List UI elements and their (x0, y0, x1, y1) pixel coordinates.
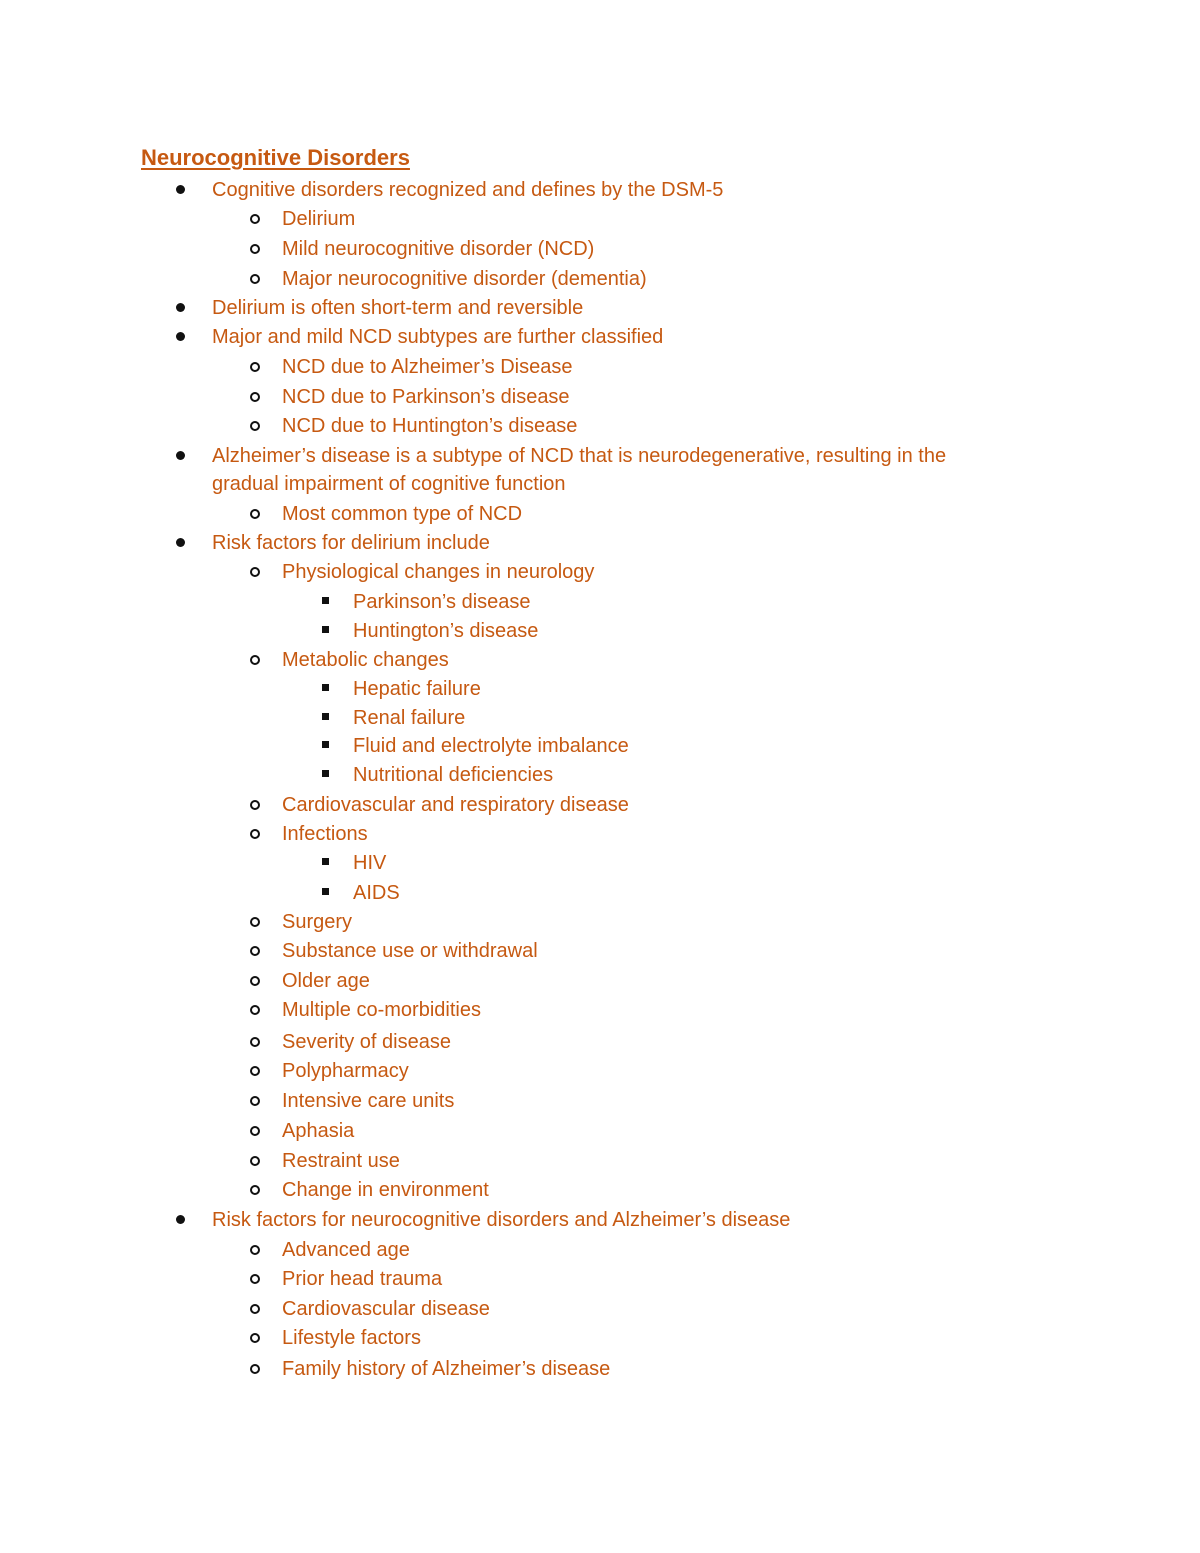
list-item (282, 821, 368, 847)
list-item-text: Intensive care units (282, 1090, 455, 1112)
bullet-circle-icon (250, 392, 260, 402)
list-item-text: Risk factors for neurocognitive disorders and Alzheimer’s disease (212, 1209, 791, 1231)
bullet-circle-icon (250, 1274, 260, 1284)
list-item (282, 1177, 489, 1203)
list-item-text: Restraint use (282, 1150, 400, 1172)
list-item-text: Mild neurocognitive disorder (NCD) (282, 238, 595, 260)
list-item-text: Severity of disease (282, 1031, 451, 1053)
list-item (282, 1058, 409, 1084)
list-item (282, 1237, 410, 1263)
list-item (282, 1325, 421, 1351)
bullet-circle-icon (250, 214, 260, 224)
list-item-text: Delirium (282, 208, 356, 230)
list-item (353, 850, 386, 876)
list-item-text: Lifestyle factors (282, 1327, 421, 1349)
bullet-circle-icon (250, 800, 260, 810)
list-item (282, 909, 352, 935)
list-item-text: Cardiovascular and respiratory disease (282, 794, 629, 816)
bullet-disc-icon (176, 332, 185, 341)
bullet-circle-icon (250, 976, 260, 986)
list-item-text: Delirium is often short-term and reversible (212, 297, 584, 319)
bullet-circle-icon (250, 829, 260, 839)
list-item (282, 968, 370, 994)
list-item (282, 266, 647, 292)
list-item-text: Cognitive disorders recognized and defines by the DSM-5 (212, 179, 724, 201)
list-item (282, 354, 573, 380)
bullet-square-icon (322, 741, 329, 748)
bullet-circle-icon (250, 1156, 260, 1166)
list-item (282, 938, 538, 964)
list-item (212, 530, 490, 556)
list-item (282, 1266, 442, 1292)
document-title: Neurocognitive Disorders (141, 145, 410, 170)
list-item (353, 589, 531, 615)
list-item (282, 1296, 490, 1322)
bullet-square-icon (322, 713, 329, 720)
list-item-text: Prior head trauma (282, 1268, 443, 1290)
bullet-disc-icon (176, 185, 185, 194)
list-item (353, 880, 400, 906)
list-item-text: gradual impairment of cognitive function (212, 473, 566, 495)
bullet-square-icon (322, 858, 329, 865)
list-item (212, 177, 723, 203)
bullet-disc-icon (176, 303, 185, 312)
bullet-square-icon (322, 888, 329, 895)
list-item-text: AIDS (353, 882, 400, 904)
bullet-circle-icon (250, 917, 260, 927)
list-item-text: Surgery (282, 911, 353, 933)
list-item (212, 295, 583, 321)
list-item (212, 443, 946, 469)
list-item-text: Polypharmacy (282, 1060, 409, 1082)
bullet-circle-icon (250, 1005, 260, 1015)
list-item-text: Risk factors for delirium include (212, 532, 490, 554)
list-item (353, 762, 553, 788)
list-item-text: Change in environment (282, 1179, 489, 1201)
list-item-text: Cardiovascular disease (282, 1298, 490, 1320)
list-item (353, 705, 465, 731)
list-item-text: Infections (282, 823, 368, 845)
list-item (282, 997, 481, 1023)
list-item-text: Multiple co-morbidities (282, 999, 481, 1021)
bullet-circle-icon (250, 509, 260, 519)
list-item-text: NCD due to Huntington’s disease (282, 415, 578, 437)
list-item (353, 618, 538, 644)
list-item-text: Parkinson’s disease (353, 591, 531, 613)
list-item-text: Major and mild NCD subtypes are further classified (212, 326, 664, 348)
list-item-text: Aphasia (282, 1120, 355, 1142)
bullet-circle-icon (250, 655, 260, 665)
bullet-circle-icon (250, 1096, 260, 1106)
list-item (353, 676, 481, 702)
bullet-disc-icon (176, 538, 185, 547)
list-item-text: Older age (282, 970, 370, 992)
bullet-disc-icon (176, 1215, 185, 1224)
list-item-text: Physiological changes in neurology (282, 561, 595, 583)
bullet-circle-icon (250, 946, 260, 956)
list-item-text: Hepatic failure (353, 678, 481, 700)
list-item (282, 413, 577, 439)
list-item (282, 501, 522, 527)
bullet-circle-icon (250, 1185, 260, 1195)
bullet-circle-icon (250, 362, 260, 372)
bullet-circle-icon (250, 274, 260, 284)
list-item (282, 1029, 451, 1055)
list-item (282, 647, 449, 673)
list-item-text: Most common type of NCD (282, 503, 523, 525)
bullet-square-icon (322, 684, 329, 691)
bullet-circle-icon (250, 1126, 260, 1136)
list-item-text: Major neurocognitive disorder (dementia) (282, 268, 647, 290)
list-item (282, 236, 594, 262)
list-item (282, 206, 355, 232)
list-item-text: Advanced age (282, 1239, 410, 1261)
list-item (282, 1088, 454, 1114)
list-item (282, 1148, 400, 1174)
bullet-circle-icon (250, 1333, 260, 1343)
list-item-text: Substance use or withdrawal (282, 940, 538, 962)
list-item-text: Nutritional deficiencies (353, 764, 554, 786)
bullet-square-icon (322, 626, 329, 633)
bullet-square-icon (322, 770, 329, 777)
list-item-text: Alzheimer’s disease is a subtype of NCD that is neurodegenerative, resulting in the (212, 445, 947, 467)
bullet-disc-icon (176, 451, 185, 460)
list-item-text: HIV (353, 852, 387, 874)
list-item (282, 559, 594, 585)
list-item (282, 1356, 610, 1382)
bullet-circle-icon (250, 1364, 260, 1374)
list-item (282, 384, 570, 410)
list-item (282, 1118, 354, 1144)
bullet-circle-icon (250, 1245, 260, 1255)
bullet-circle-icon (250, 1304, 260, 1314)
list-item (282, 792, 629, 818)
list-item-text: Metabolic changes (282, 649, 449, 671)
list-item-text: NCD due to Alzheimer’s Disease (282, 356, 573, 378)
bullet-square-icon (322, 597, 329, 604)
list-item-text: NCD due to Parkinson’s disease (282, 386, 570, 408)
list-item-text: Family history of Alzheimer’s disease (282, 1358, 611, 1380)
list-item-text: Renal failure (353, 707, 466, 729)
list-item (353, 733, 629, 759)
list-item (212, 324, 663, 350)
bullet-circle-icon (250, 567, 260, 577)
bullet-circle-icon (250, 1037, 260, 1047)
list-item-text: Huntington’s disease (353, 620, 539, 642)
bullet-circle-icon (250, 1066, 260, 1076)
list-item (212, 471, 566, 497)
bullet-circle-icon (250, 421, 260, 431)
list-item (212, 1207, 790, 1233)
bullet-circle-icon (250, 244, 260, 254)
list-item-text: Fluid and electrolyte imbalance (353, 735, 629, 757)
